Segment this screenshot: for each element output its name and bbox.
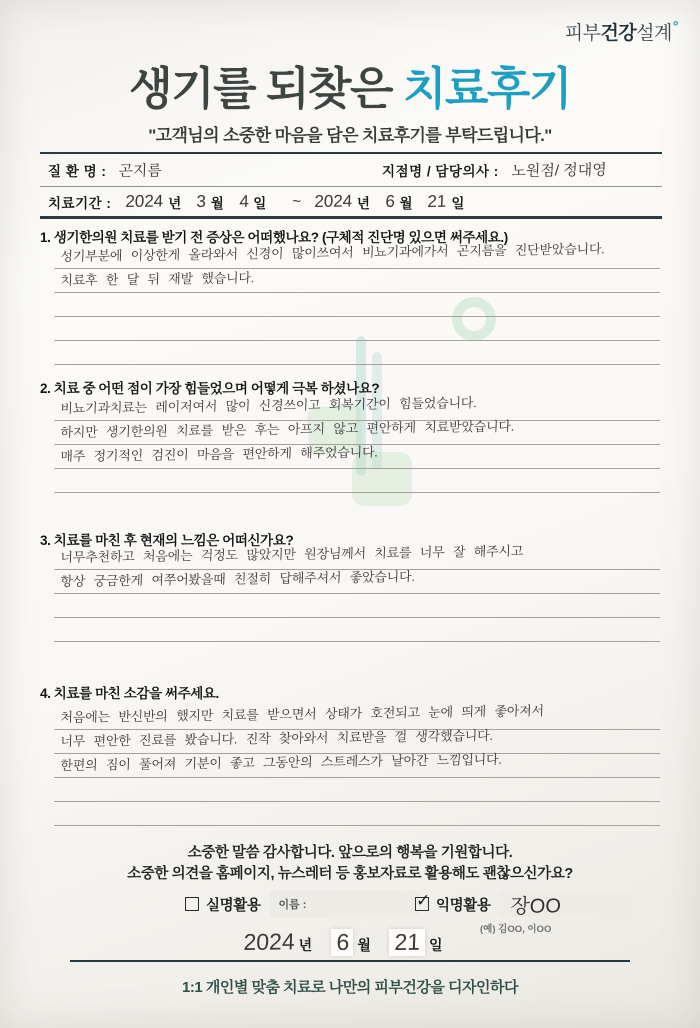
period-month-unit: 월 (399, 195, 413, 211)
anonymous-checkbox (415, 897, 429, 911)
date-day-unit: 일 (429, 937, 443, 953)
period-end-day: 21 (427, 191, 448, 211)
period-tilde: ~ (292, 192, 302, 210)
answer-text: 너무추천하고 처음에는 걱정도 많았지만 원장님께서 치료를 너무 잘 해주시고 (60, 543, 524, 565)
branch-value: 노원점/ 정대영 (510, 161, 607, 180)
real-name-field (270, 891, 420, 917)
real-name-checkbox (185, 897, 199, 911)
branch-label: 지점명 / 담당의사 : (382, 164, 499, 179)
answer-text: 너무 편안한 진료를 봤습니다. 진작 찾아와서 치료받을 껄 생각했습니다. (60, 727, 494, 749)
question-3-answer (54, 543, 660, 642)
brand-degree-mark: ° (672, 18, 678, 34)
brand-logo-suffix: 설계 (636, 23, 672, 44)
period-month-unit: 월 (210, 195, 224, 211)
answer-line (54, 778, 660, 802)
question-2-answer (54, 397, 660, 493)
brand-logo (565, 18, 678, 45)
name-field-label: 이름 : (278, 899, 307, 911)
footer-slogan: 1:1 개인별 맞춤 치료로 나만의 피부건강을 디자인하다 (182, 979, 518, 996)
real-name-consent (185, 891, 420, 917)
anonymous-name-value: 장OO (510, 894, 562, 918)
period-day-unit: 일 (253, 195, 267, 211)
question-1-answer (54, 241, 660, 365)
period-end-year: 2024 (314, 190, 353, 211)
answer-line (54, 802, 660, 826)
thanks-message (0, 843, 700, 885)
page-subtitle: "고객님의 소중한 마음을 담은 치료후기를 부탁드립니다." (148, 126, 552, 145)
period-start-day: 4 (238, 191, 250, 211)
anonymous-name-field (500, 891, 632, 917)
answer-text: 항상 궁금한게 여쭈어봤을때 친절히 답해주셔서 좋았습니다. (60, 568, 416, 589)
answer-line (54, 241, 660, 269)
anonymous-consent (415, 891, 632, 917)
answer-line (54, 594, 660, 618)
question-4-label: 4. 치료를 마친 소감을 써주세요. (40, 686, 219, 701)
patient-info-table (40, 152, 662, 219)
disease-value: 곤지름 (118, 161, 163, 180)
anonymous-label: 익명활용 (436, 897, 491, 914)
answer-text: 비뇨기과치료는 레이저여서 많이 신경쓰이고 회복기간이 힘들었습니다. (60, 395, 477, 416)
period-year-unit: 년 (168, 195, 182, 211)
disease-label: 질 환 명 : (48, 164, 107, 179)
answer-line (54, 570, 660, 594)
date-month-unit: 월 (357, 937, 371, 953)
disease-row (40, 154, 662, 187)
answer-text: 하지만 생기한의원 치료를 받은 후는 아프지 않고 편안하게 치료받았습니다. (60, 418, 515, 440)
answer-line (54, 269, 660, 293)
question-4 (40, 682, 662, 702)
page-title-teal: 치료후기 (402, 63, 571, 114)
period-year-unit: 년 (356, 195, 370, 211)
anonymous-example: (예) 김OO, 이OO (480, 924, 552, 935)
period-end-month: 6 (385, 191, 396, 211)
answer-text: 치료후 한 달 뒤 재발 했습니다. (60, 270, 255, 288)
thanks-line-2: 소중한 의견을 홈페이지, 뉴스레터 등 홍보자료로 활용해도 괜찮으신가요? (127, 866, 573, 882)
question-4-answer (54, 703, 660, 826)
brand-logo-prefix: 피부 (564, 23, 601, 44)
answer-line (54, 469, 660, 493)
date-year-value: 2024 (243, 928, 296, 955)
answer-line (54, 618, 660, 642)
period-start-year: 2024 (125, 190, 165, 211)
question-1-label: 1. 생기한의원 치료를 받기 전 증상은 어떠했나요? (구체적 진단명 있으면 써주세요.) (40, 230, 508, 245)
period-label: 치료기간 : (48, 195, 112, 211)
date-year-unit: 년 (298, 937, 313, 953)
real-name-label: 실명활용 (206, 897, 261, 914)
period-day-unit: 일 (451, 195, 465, 211)
page-title (0, 52, 700, 117)
footer-divider (70, 960, 630, 962)
answer-line (54, 445, 660, 469)
thanks-line-1: 소중한 말씀 감사합니다. 앞으로의 행복을 기원합니다. (187, 845, 513, 861)
page-title-dark: 생기를 되찾은 (129, 63, 392, 114)
period-start-month: 3 (196, 191, 207, 211)
treatment-period-row (40, 187, 662, 219)
signature-date (0, 929, 700, 956)
answer-line (54, 341, 660, 365)
question-2-label: 2. 치료 중 어떤 점이 가장 힘들었으며 어떻게 극복 하셨나요? (40, 381, 380, 396)
answer-line (54, 751, 660, 778)
brand-logo-bold: 건강 (600, 23, 637, 44)
answer-line (54, 293, 660, 317)
answer-text: 처음에는 반신반의 했지만 치료를 받으면서 상태가 호전되고 눈에 띄게 좋아져서 (60, 703, 545, 725)
answer-text: 성기부분에 이상한게 올라와서 신경이 많이쓰여서 비뇨기과에가서 곤지름을 진단받았습니다. (60, 241, 605, 264)
question-3-label: 3. 치료를 마친 후 현재의 느낌은 어떠신가요? (40, 533, 294, 548)
date-day-value: 21 (394, 928, 422, 955)
date-month-value: 6 (335, 928, 350, 955)
answer-text: 한편의 짐이 풀어져 기분이 좋고 그동안의 스트레스가 날아간 느낌입니다. (60, 751, 503, 773)
answer-line (54, 317, 660, 341)
answer-text: 매주 정기적인 검진이 마음을 편안하게 해주었습니다. (60, 444, 379, 464)
branch-cell (382, 160, 654, 181)
